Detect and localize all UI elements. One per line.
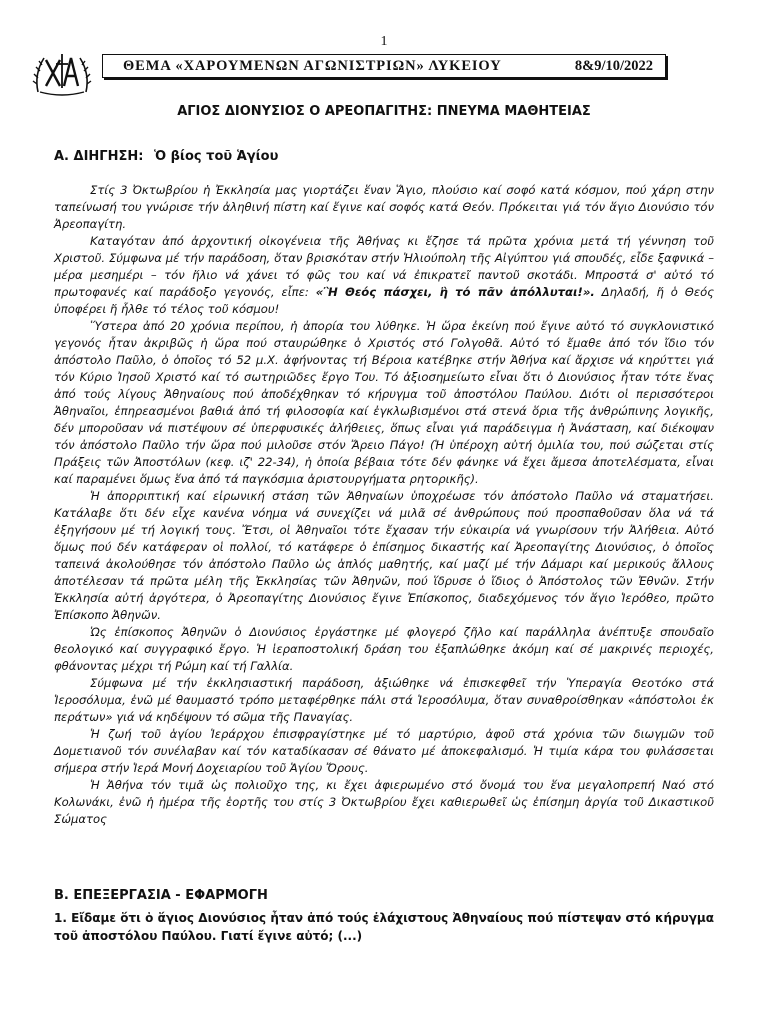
header-box: [102, 54, 666, 78]
narration-body: [54, 182, 714, 828]
paragraph-2-quote: «Ἢ Θεός πάσχει, ἢ τό πᾶν ἀπόλλυται!».: [315, 285, 595, 299]
question-1: 1. Εἴδαμε ὅτι ὁ ἅγιος Διονύσιος ἦταν ἀπό τούς ἐλάχιστους Ἀθηναίους πού πίστεψαν στό κήρυγμα τοῦ ἀποστόλου Παύλου. Γιατί ἔγινε αὐτό; (...): [54, 911, 714, 943]
paragraph-2: [54, 233, 714, 318]
page-title: ΑΓΙΟΣ ΔΙΟΝΥΣΙΟΣ Ο ΑΡΕΟΠΑΓΙΤΗΣ: ΠΝΕΥΜΑ ΜΑΘΗΤΕΙΑΣ: [177, 104, 591, 119]
header-title: ΘΕΜΑ «ΧΑΡΟΥΜΕΝΩΝ ΑΓΩΝΙΣΤΡΙΩΝ» ΛΥΚΕΙΟΥ: [123, 57, 502, 74]
paragraph-2-text: Καταγόταν ἀπό ἀρχοντική οἰκογένεια τῆς Ἀθήνας κι ἔζησε τά πρῶτα χρόνια μετά τή γέννηση τοῦ Χριστοῦ. Σύμφωνα μέ τήν παράδοση, ὅταν βρισκόταν στήν Ἡλιούπολη τῆς Αἰγύπτου γιά σπουδές, εἶδε ξαφνικά – μέρα μεσημέρι – τόν ἥλιο νά χάνει τό φῶς του καί νά ἐπικρατεῖ παντοῦ σκοτάδι. Μπροστά σ' αὐτό τό πρωτοφανές καί παράδοξο γεγονός, εἶπε:: [54, 234, 714, 299]
section-a-label: Α. ΔΙΗΓΗΣΗ:: [54, 149, 144, 164]
paragraph-1: Στίς 3 Ὀκτωβρίου ἡ Ἐκκλησία μας γιορτάζει ἕναν Ἅγιο, πλούσιο καί σοφό κατά κόσμον, πού χάρη στην ταπείνωσή του γνώρισε τήν ἀληθινή πίστη καί ἔγινε καί σοφός κατά Θεόν. Πρόκειται γιά τόν ἅγιο Διονύσιο τόν Ἀρεοπαγίτη.: [54, 183, 714, 231]
page-number: 1: [380, 34, 388, 49]
paragraph-4: Ἡ ἀπορριπτική καί εἰρωνική στάση τῶν Ἀθηναίων ὑποχρέωσε τόν ἀπόστολο Παῦλο νά σταματήσει. Κατάλαβε ὅτι δέν εἶχε κανένα νόημα νά συνεχίζει νά μιλᾶ σέ ἀνθρώπους πού προσπαθοῦσαν ὅλα νά τά ἐξηγήσουν μέ τή λογική τους. Ἔτσι, οἱ Ἀθηναῖοι τότε ἔχασαν τήν εὐκαιρία νά γνωρίσουν τήν Ἀλήθεια. Αὐτό ὅμως πού δέν κατάφεραν οἱ πολλοί, τό κατάφερε ὁ ἐπίσημος δικαστής καί Ἀρεοπαγίτης Διονύσιος, ὁ ὁποῖος ταπεινά ἀκολούθησε τόν ἀπόστολο Παῦλο ὡς ἁπλός μαθητής, καί μαζί μέ τήν Δάμαρι καί μερικούς ἄλλους ἀποτέλεσαν τά πρῶτα μέλη τῆς Ἐκκλησίας τῶν Ἀθηνῶν, πού ἵδρυσε ὁ ἴδιος ὁ Ἀπόστολος τῶν Ἐθνῶν. Στήν Ἐκκλησία αὐτή ἀργότερα, ὁ Ἀρεοπαγίτης Διονύσιος ἔγινε Ἐπίσκοπος, διαδεχόμενος τόν ἅγιο Ἱερόθεο, πρῶτο Ἐπίσκοπο Ἀθηνῶν.: [54, 489, 714, 622]
logo: [32, 44, 92, 96]
section-b-heading: Β. ΕΠΕΞΕΡΓΑΣΙΑ - ΕΦΑΡΜΟΓΗ: [54, 888, 268, 903]
header-date: 8&9/10/2022: [574, 57, 653, 74]
section-a-subheading: Ὁ βίος τοῦ Ἁγίου: [153, 149, 279, 164]
paragraph-8: Ἡ Ἀθήνα τόν τιμᾶ ὡς πολιοῦχο της, κι ἔχει ἀφιερωμένο στό ὄνομά του ἕνα μεγαλοπρεπή Ναό στό Κολωνάκι, ἐνῶ ἡ ἡμέρα τῆς ἑορτῆς του στίς 3 Ὀκτωβρίου ἔχει καθιερωθεῖ ὡς ἐπίσημη ἀργία τοῦ Δικαστικοῦ Σώματος: [54, 778, 714, 826]
paragraph-7: Ἡ ζωή τοῦ ἁγίου Ἱεράρχου ἐπισφραγίστηκε μέ τό μαρτύριο, ἀφοῦ στά χρόνια τῶν διωγμῶν τοῦ Δομετιανοῦ τόν συνέλαβαν καί τόν καταδίκασαν σέ θάνατο μέ ἀποκεφαλισμό. Ἡ τιμία κάρα του φυλάσσεται σήμερα στήν Ἱερά Μονή Δοχειαρίου τοῦ Ἁγίου Ὄρους.: [54, 727, 714, 775]
paragraph-6: Σύμφωνα μέ τήν ἐκκλησιαστική παράδοση, ἀξιώθηκε νά ἐπισκεφθεῖ τήν Ὑπεραγία Θεοτόκο στά Ἱεροσόλυμα, ἐνῶ μέ θαυμαστό τρόπο μεταφέρθηκε πάλι στά Ἱεροσόλυμα, ὅταν συναθροίσθηκαν «ἀπόστολοι ἐκ περάτων» γιά νά κηδέψουν τό σῶμα τῆς Παναγίας.: [54, 676, 714, 724]
logo-emblem-icon: [32, 44, 92, 96]
section-a-heading: [54, 149, 278, 164]
paragraph-2-explanation: Δηλαδή, ἤ ὁ Θεός ὑποφέρει ἤ ἦλθε τό τέλος τοῦ κόσμου!: [54, 285, 714, 316]
paragraph-3: Ὕστερα ἀπό 20 χρόνια περίπου, ἡ ἀπορία του λύθηκε. Ἡ ὥρα ἐκείνη πού ἔγινε αὐτό τό συγκλονιστικό γεγονός ἦταν ἀκριβῶς ἡ ὥρα πού σταυρώθηκε ὁ Χριστός στό Γολγοθᾶ. Αὐτό τό ἔμαθε ἀπό τόν ἴδιο τόν ἀπόστολο Παῦλο, ὁ ὁποῖος τό 52 μ.Χ. ἀφήνοντας τή Βέροια κατέβηκε στήν Ἀθήνα καί ἄρχισε νά κηρύττει γιά τόν Κύριο Ἰησοῦ Χριστό καί τό σωτηριῶδες ἔργο Του. Τό ἀξιοσημείωτο εἶναι ὅτι ὁ Διονύσιος ἦταν τότε ἕνας ἀπό τούς λίγους Ἀθηναίους πού ἀποδέχθηκαν τό κήρυγμα τοῦ ἀποστόλου Παύλου. Διότι οἱ περισσότεροι Ἀθηναῖοι, ἐπηρεασμένοι βαθιά ἀπό τή φιλοσοφία καί ἐγκλωβισμένοι στά στενά ὅρια τῆς ἀνθρώπινης λογικῆς, δέν μποροῦσαν νά πιστέψουν σέ ὑπερφυσικές ἀλήθειες, ὅπως εἶναι γιά παράδειγμα ἡ Ἀνάσταση, καί διέκοψαν τόν ἀπόστολο Παῦλο τήν ὥρα πού μιλοῦσε στόν Ἄρειο Πάγο! (Ἡ ὑπέροχη αὐτή ὁμιλία του, πού σώζεται στίς Πράξεις τῶν Ἀποστόλων (κεφ. ιζ' 22-34), ἡ ὁποία βέβαια τότε δέν φάνηκε νά ἔχει ἄμεσα ἀποτελέσματα, εἶναι καί παραμένει ὅμως ἕνα ἀπό τά παγκόσμια ἀριστουργήματα ρητορικῆς).: [54, 319, 714, 486]
paragraph-5: Ὡς ἐπίσκοπος Ἀθηνῶν ὁ Διονύσιος ἐργάστηκε μέ φλογερό ζῆλο καί παράλληλα ἀνέπτυξε σπουδαῖο θεολογικό καί συγγραφικό ἔργο. Ἡ ἱεραποστολική δράση του ἐξαπλώθηκε ἀκόμη καί σέ μακρινές περιοχές, φθάνοντας μέχρι τή Ρώμη καί τή Γαλλία.: [54, 625, 714, 673]
